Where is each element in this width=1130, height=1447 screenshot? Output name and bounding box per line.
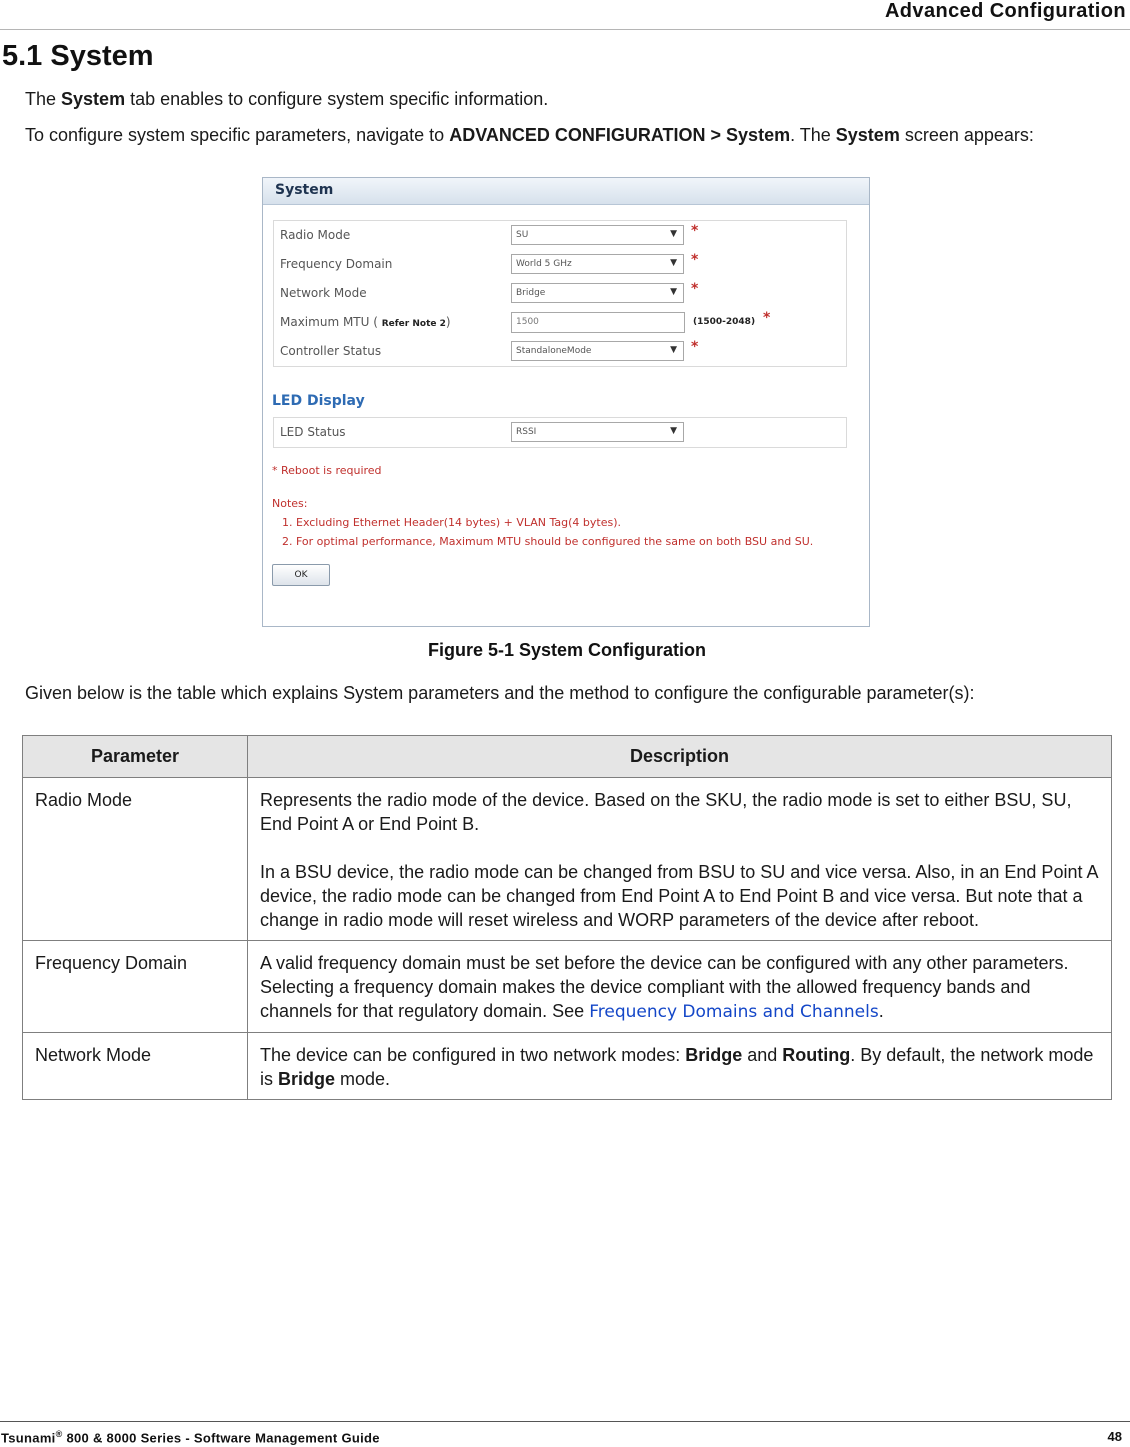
- system-settings-group: [273, 220, 847, 367]
- frequency-domains-link[interactable]: Frequency Domains and Channels: [589, 1002, 879, 1022]
- section-title: 5.1 System: [2, 40, 154, 72]
- network-mode-row: [274, 279, 846, 308]
- panel-title: System: [263, 178, 869, 205]
- frequency-domain-row: [274, 250, 846, 279]
- page-number: 48: [1107, 1429, 1122, 1444]
- network-mode-select[interactable]: Bridge ▼: [511, 283, 684, 303]
- description-cell: A valid frequency domain must be set before the device can be configured with any other parameters. Selecting a frequency domain makes the device compliant with the allowed frequency bands and channels for that regulatory domain. See Frequency Domains and Channels.: [248, 941, 1112, 1033]
- required-asterisk: *: [691, 281, 699, 297]
- intro-paragraph: The System tab enables to configure system specific information.: [25, 89, 549, 109]
- table-intro: Given below is the table which explains System parameters and the method to configure the configurable parameter(s):: [25, 683, 975, 703]
- table-row: [23, 1033, 1112, 1100]
- chevron-down-icon: ▼: [670, 229, 677, 239]
- controller-status-row: [274, 337, 846, 366]
- network-mode-label: Network Mode: [280, 286, 367, 300]
- parameter-cell: Frequency Domain: [23, 941, 248, 1033]
- controller-status-select[interactable]: StandaloneMode ▼: [511, 341, 684, 361]
- chevron-down-icon: ▼: [670, 345, 677, 355]
- radio-mode-label: Radio Mode: [280, 228, 351, 242]
- chevron-down-icon: ▼: [670, 426, 677, 436]
- frequency-domain-label: Frequency Domain: [280, 257, 393, 271]
- reboot-required-note: * Reboot is required: [272, 464, 382, 477]
- description-cell: The device can be configured in two network modes: Bridge and Routing. By default, the network mode is Bridge mode.: [248, 1033, 1112, 1100]
- maximum-mtu-label: Maximum MTU ( Refer Note 2): [280, 315, 451, 329]
- ok-button[interactable]: OK: [272, 564, 330, 586]
- figure-caption: Figure 5-1 System Configuration: [427, 640, 707, 660]
- footer-divider: [0, 1421, 1130, 1422]
- column-header-parameter: Parameter: [23, 736, 248, 778]
- led-display-title: LED Display: [272, 393, 365, 409]
- table-row: [23, 778, 1112, 941]
- mtu-range-hint: (1500-2048): [693, 317, 756, 327]
- system-screen-figure: [262, 177, 870, 627]
- notes-heading: Notes:: [272, 497, 308, 510]
- frequency-domain-select[interactable]: World 5 GHz ▼: [511, 254, 684, 274]
- navigation-path: ADVANCED CONFIGURATION > System: [449, 125, 791, 145]
- chevron-down-icon: ▼: [670, 287, 677, 297]
- note-item: 2. For optimal performance, Maximum MTU should be configured the same on both BSU and SU.: [282, 535, 814, 548]
- maximum-mtu-input[interactable]: 1500: [511, 312, 685, 333]
- note-item: 1. Excluding Ethernet Header(14 bytes) + VLAN Tag(4 bytes).: [282, 516, 622, 529]
- led-status-row: [274, 418, 846, 447]
- footer-guide-title: Tsunami® 800 & 8000 Series - Software Management Guide: [1, 1429, 380, 1446]
- led-status-label: LED Status: [280, 425, 346, 439]
- chevron-down-icon: ▼: [670, 258, 677, 268]
- parameter-cell: Network Mode: [23, 1033, 248, 1100]
- header-divider: [0, 29, 1130, 30]
- radio-mode-select[interactable]: SU ▼: [511, 225, 684, 245]
- required-asterisk: *: [763, 310, 771, 326]
- description-cell: Represents the radio mode of the device. Based on the SKU, the radio mode is set to either BSU, SU, End Point A or End Point B. In a BSU device, the radio mode can be changed from BSU to SU and vice versa. Also, in an End Point A device, the radio mode can be changed from End Point A to End Point B and vice versa. But note that a change in radio mode will reset wireless and WORP parameters of the device after reboot.: [248, 778, 1112, 941]
- required-asterisk: *: [691, 252, 699, 268]
- radio-mode-row: [274, 221, 846, 250]
- maximum-mtu-row: [274, 308, 846, 337]
- navigation-paragraph: To configure system specific parameters, navigate to ADVANCED CONFIGURATION > System. The System screen appears:: [25, 125, 1034, 145]
- required-asterisk: *: [691, 223, 699, 239]
- column-header-description: Description: [248, 736, 1112, 778]
- table-header-row: [23, 736, 1112, 778]
- parameter-cell: Radio Mode: [23, 778, 248, 941]
- parameters-table: [22, 735, 1112, 1100]
- running-header: Advanced Configuration: [884, 0, 1126, 22]
- required-asterisk: *: [691, 339, 699, 355]
- controller-status-label: Controller Status: [280, 344, 382, 358]
- led-status-select[interactable]: RSSI ▼: [511, 422, 684, 442]
- table-row: [23, 941, 1112, 1033]
- led-settings-group: [273, 417, 847, 448]
